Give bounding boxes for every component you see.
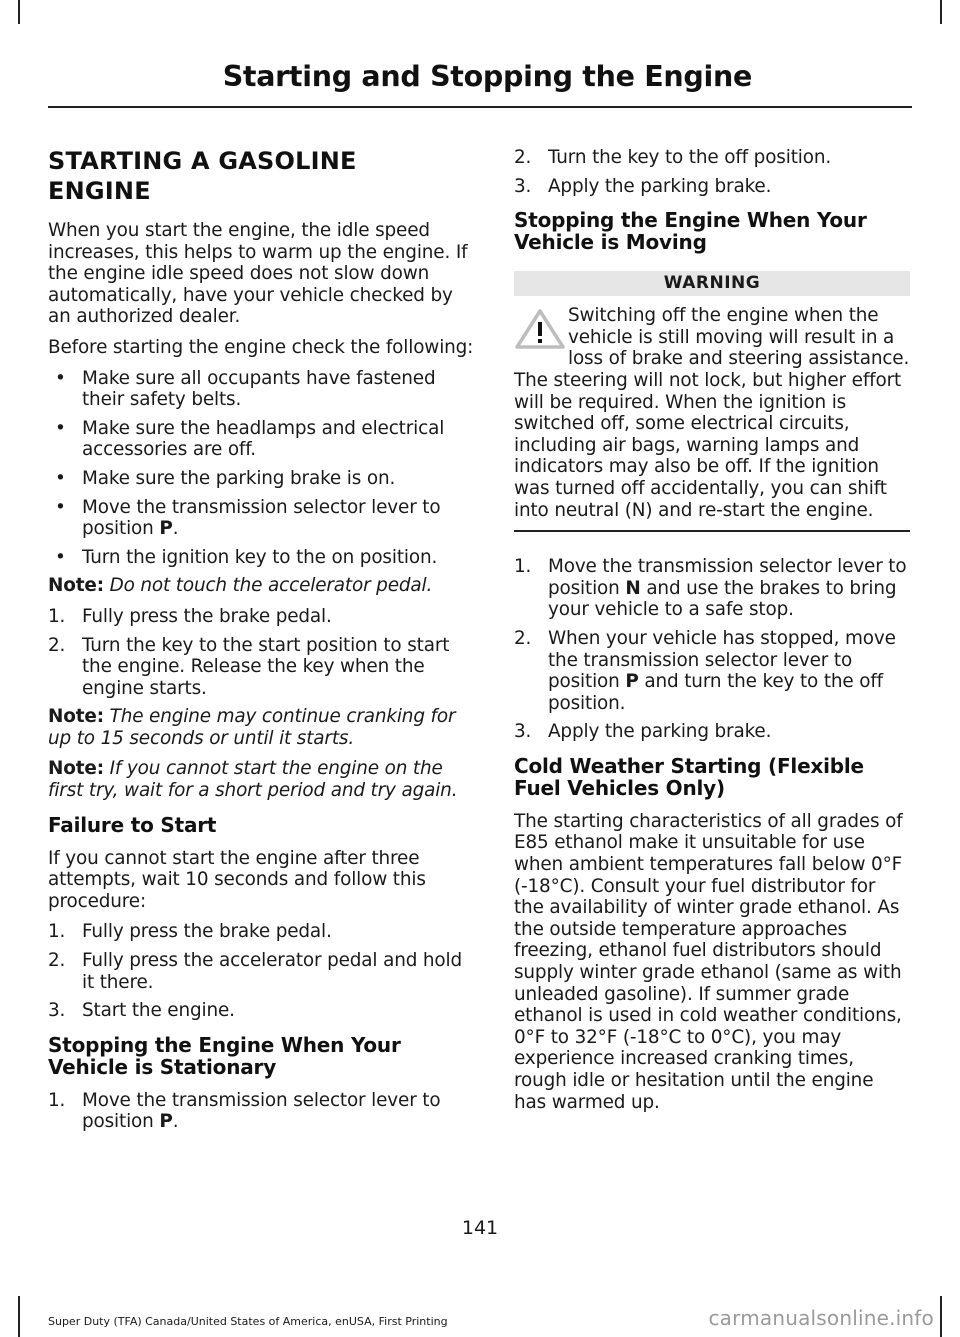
warning-text: Switching off the engine when the vehicle is still moving will result in a loss of brake and steering assistance. The steering will not lock, but higher effort will be required. When the ignition is switched off, some electrical circuits, including air bags, warning lamps and indicators may also be off. If the ignition was turned off accidentally, you can shift into neutral (N) and re-start the engine.	[514, 305, 910, 521]
note-cranking: Note: The engine may continue cranking for up to 15 seconds or until it starts.	[48, 706, 456, 749]
list-item: • Make sure the parking brake is on.	[55, 467, 396, 489]
page-header-title: Starting and Stopping the Engine	[222, 60, 752, 93]
list-item: 1. Fully press the brake pedal.	[48, 605, 332, 627]
list-item: 1. Move the transmission selector lever to position N and use the brakes to bring your vehicle to a safe stop.	[514, 556, 907, 621]
list-item: 2. Turn the key to the off position.	[514, 147, 832, 168]
list-item: 1. Fully press the brake pedal.	[48, 921, 332, 943]
crop-mark-top-right	[940, 0, 942, 24]
list-item: • Turn the ignition key to the on position.	[55, 546, 438, 568]
list-item: 2. Fully press the accelerator pedal and hold it there.	[48, 950, 463, 993]
pre-start-checklist	[48, 368, 478, 569]
list-item: 2. When your vehicle has stopped, move the transmission selector lever to position P and turn the key to the off position.	[514, 627, 896, 714]
section-heading-starting-gasoline: STARTING A GASOLINE ENGINE	[48, 147, 357, 205]
subheading-stopping-moving: Stopping the Engine When Your Vehicle is Moving	[514, 208, 867, 255]
list-item: 3. Apply the parking brake.	[514, 721, 772, 743]
cold-weather-paragraph: The starting characteristics of all grades of E85 ethanol make it unsuitable for use when ambient temperatures fall below 0°F (-18°C). Consult your fuel distributor for the availability of winter grade ethanol. As the outside temperature approaches freezing, ethanol fuel distributors should supply winter grade ethanol (same as with unleaded gasoline). If summer grade ethanol is used in cold weather conditions, 0°F to 32°F (-18°C to 0°C), you may experience increased cranking times, rough idle or hesitation until the engine has warmed up.	[514, 810, 903, 1113]
note-accelerator: Note: Do not touch the accelerator pedal.	[48, 575, 433, 597]
list-item: • Make sure all occupants have fastened their safety belts.	[55, 367, 436, 411]
stationary-steps-continued	[514, 147, 910, 197]
moving-steps	[514, 556, 910, 743]
list-item: 3. Apply the parking brake.	[514, 175, 772, 197]
crop-mark-top-left	[18, 0, 20, 24]
right-column	[514, 147, 910, 1122]
failure-paragraph: If you cannot start the engine after three attempts, wait 10 seconds and follow this procedure:	[48, 847, 426, 912]
subheading-failure-to-start: Failure to Start	[48, 812, 217, 837]
stationary-steps	[48, 1090, 478, 1133]
page-number: 141	[461, 1217, 499, 1239]
list-item: • Move the transmission selector lever to position P.	[55, 496, 441, 540]
starting-steps	[48, 606, 478, 699]
subheading-cold-weather: Cold Weather Starting (Flexible Fuel Vehicles Only)	[514, 753, 864, 800]
header-divider	[48, 106, 912, 108]
list-item: 3. Start the engine.	[48, 1000, 235, 1022]
crop-mark-bottom-left	[18, 1296, 20, 1337]
footer-publication-info: Super Duty (TFA) Canada/United States of America, enUSA, First Printing	[48, 1315, 448, 1328]
note-first-try: Note: If you cannot start the engine on the first try, wait for a short period and try again.	[48, 758, 458, 802]
intro-paragraph: When you start the engine, the idle speed increases, this helps to warm up the engine. If the engine idle speed does not slow down automatically, have your vehicle checked by an authorized dealer.	[48, 220, 468, 328]
failure-steps	[48, 921, 478, 1021]
watermark: carmanualsonline.info	[708, 1306, 934, 1330]
left-column	[48, 146, 478, 1140]
warning-box	[514, 305, 910, 532]
subheading-stopping-stationary: Stopping the Engine When Your Vehicle is Stationary	[48, 1032, 401, 1079]
before-starting-paragraph: Before starting the engine check the following:	[48, 336, 474, 358]
crop-mark-bottom-right	[940, 1296, 942, 1337]
list-item: 1. Move the transmission selector lever to position P.	[48, 1089, 441, 1133]
list-item: • Make sure the headlamps and electrical accessories are off.	[55, 417, 445, 461]
list-item: 2. Turn the key to the start position to start the engine. Release the key when the engine starts.	[48, 634, 450, 699]
warning-triangle-icon	[514, 309, 566, 349]
warning-label-bar: WARNING	[514, 271, 910, 296]
